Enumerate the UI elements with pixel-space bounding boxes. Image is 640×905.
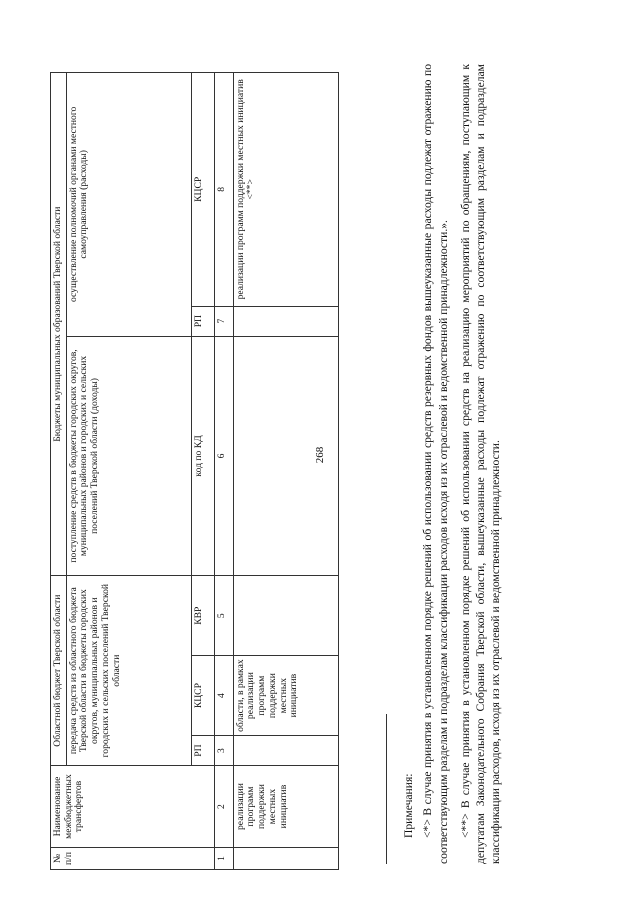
table-row	[233, 73, 338, 870]
column-number: 1	[214, 848, 233, 870]
column-numbers-row	[214, 73, 233, 870]
transfers-table	[50, 72, 339, 870]
header-regional-budget: Областной бюджет Тверской области	[51, 576, 67, 766]
page-number: 268	[314, 446, 326, 464]
cell-num	[233, 848, 338, 870]
header-transfer-name: Наименование межбюджетных трансфертов	[51, 766, 215, 848]
column-number: 2	[214, 766, 233, 848]
header-row-codes	[191, 73, 214, 870]
column-number: 6	[214, 336, 233, 576]
header-code-kvr: КВР	[191, 576, 214, 656]
notes-title: Примечания:	[402, 773, 415, 838]
header-municipal-expense-desc: осуществление полномочий органами местного самоуправления (расходы)	[66, 73, 191, 337]
header-code-kd: код по КД	[191, 336, 214, 576]
note-1: <*> В случае принятия в установленном порядке решений об использовании средств резервных фондов вышеуказанные расходы подлежат отражению по соответствующим разделам и подразделам классификации расходов исходя из их отраслевой и ведомственной принадлежности.».	[421, 64, 450, 864]
cell-rp-municipal	[233, 306, 338, 336]
notes-section	[386, 64, 511, 864]
cell-transfer-name: реализации программ поддержки местных инициатив	[233, 766, 338, 848]
header-row-descriptions	[66, 73, 191, 870]
rotated-page-content	[40, 40, 600, 870]
header-row-groups	[51, 73, 67, 870]
footnote-separator	[386, 714, 387, 864]
column-number: 5	[214, 576, 233, 656]
header-municipal-budgets: Бюджеты муниципальных образований Тверской области	[51, 73, 67, 576]
column-number: 3	[214, 736, 233, 766]
column-number: 8	[214, 73, 233, 307]
header-regional-transfer-desc: передача средств из областного бюджета Тверской области в бюджеты городских округов, муниципальных районов и городских и сельских поселений Тверской области	[66, 576, 191, 766]
cell-kcsr: области, в рамках реализации программ поддержки местных инициатив	[233, 656, 338, 736]
header-num: № п/п	[51, 848, 215, 870]
cell-kcsr-municipal: реализации программ поддержки местных инициатив <**>	[233, 73, 338, 307]
column-number: 7	[214, 306, 233, 336]
header-code-rp: РП	[191, 736, 214, 766]
transfers-table-wrapper	[40, 40, 360, 870]
cell-kd	[233, 336, 338, 576]
column-number: 4	[214, 656, 233, 736]
header-code-kcsr: КЦСР	[191, 656, 214, 736]
cell-rp	[233, 736, 338, 766]
header-code-kcsr-municipal: КЦСР	[191, 73, 214, 307]
cell-kvr	[233, 576, 338, 656]
header-code-rp-municipal: РП	[191, 306, 214, 336]
header-municipal-income-desc: поступление средств в бюджеты городских округов, муниципальных районов и городских и сельских поселений Тверской области (доходы)	[66, 336, 191, 576]
note-2: <**> В случае принятия в установленном порядке решений об использовании средств на реализацию мероприятий по обращениям, поступающим к депутатам Законодательного Собрания Тверской области, вышеуказанные расходы подлежат отражению по соответствующим разделам и подразделам классификации расходов, исходя из их отраслевой и ведомственной принадлежности.	[458, 64, 503, 864]
